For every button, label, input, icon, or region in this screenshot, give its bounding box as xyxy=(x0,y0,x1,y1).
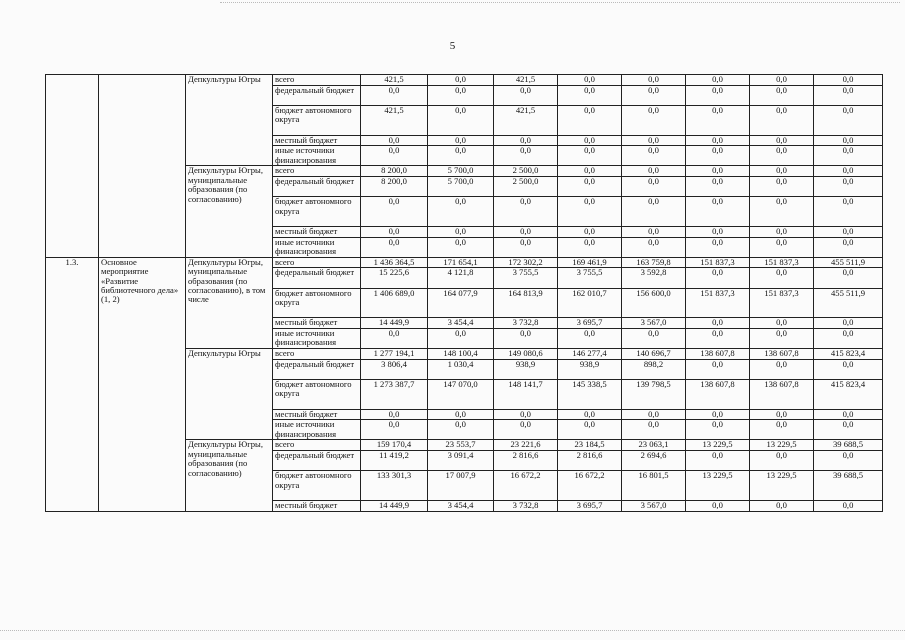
amount-cell: 8 200,0 xyxy=(361,166,428,177)
amount-cell: 938,9 xyxy=(558,359,622,379)
amount-cell: 13 229,5 xyxy=(750,471,814,501)
amount-cell: 0,0 xyxy=(494,420,558,440)
amount-cell: 145 338,5 xyxy=(558,379,622,409)
amount-cell: 17 007,9 xyxy=(428,471,494,501)
amount-cell: 23 553,7 xyxy=(428,440,494,451)
amount-cell: 421,5 xyxy=(361,105,428,135)
amount-cell: 0,0 xyxy=(622,328,686,348)
amount-cell: 0,0 xyxy=(814,420,883,440)
amount-cell: 13 229,5 xyxy=(686,471,750,501)
amount-cell: 5 700,0 xyxy=(428,166,494,177)
amount-cell: 39 688,5 xyxy=(814,440,883,451)
amount-cell: 3 454,4 xyxy=(428,501,494,512)
amount-cell: 0,0 xyxy=(686,420,750,440)
amount-cell: 421,5 xyxy=(494,105,558,135)
amount-cell: 0,0 xyxy=(814,359,883,379)
amount-cell: 3 755,5 xyxy=(494,268,558,288)
scan-artifact-bottom xyxy=(0,630,905,632)
funding-source-cell: федеральный бюджет xyxy=(273,85,361,105)
amount-cell: 163 759,8 xyxy=(622,257,686,268)
funding-source-cell: бюджет автономного округа xyxy=(273,105,361,135)
amount-cell: 16 672,2 xyxy=(558,471,622,501)
amount-cell: 0,0 xyxy=(814,135,883,146)
funding-source-cell: местный бюджет xyxy=(273,135,361,146)
page-number: 5 xyxy=(449,40,456,52)
amount-cell: 2 500,0 xyxy=(494,176,558,196)
amount-cell: 0,0 xyxy=(428,328,494,348)
funding-source-cell: всего xyxy=(273,440,361,451)
amount-cell: 0,0 xyxy=(494,409,558,420)
amount-cell: 0,0 xyxy=(361,146,428,166)
funding-source-cell: иные источники финансирования xyxy=(273,328,361,348)
amount-cell: 938,9 xyxy=(494,359,558,379)
activity-name-cell xyxy=(99,75,186,258)
amount-cell: 146 277,4 xyxy=(558,349,622,360)
amount-cell: 0,0 xyxy=(361,328,428,348)
amount-cell: 0,0 xyxy=(558,166,622,177)
amount-cell: 0,0 xyxy=(558,237,622,257)
amount-cell: 0,0 xyxy=(558,226,622,237)
amount-cell: 0,0 xyxy=(750,176,814,196)
amount-cell: 0,0 xyxy=(750,237,814,257)
amount-cell: 0,0 xyxy=(750,318,814,329)
amount-cell: 159 170,4 xyxy=(361,440,428,451)
amount-cell: 13 229,5 xyxy=(686,440,750,451)
amount-cell: 138 607,8 xyxy=(750,379,814,409)
amount-cell: 0,0 xyxy=(750,328,814,348)
funding-source-cell: местный бюджет xyxy=(273,501,361,512)
amount-cell: 0,0 xyxy=(622,75,686,86)
amount-cell: 0,0 xyxy=(814,268,883,288)
amount-cell: 8 200,0 xyxy=(361,176,428,196)
amount-cell: 0,0 xyxy=(558,146,622,166)
amount-cell: 0,0 xyxy=(814,328,883,348)
amount-cell: 0,0 xyxy=(494,135,558,146)
amount-cell: 0,0 xyxy=(750,197,814,227)
amount-cell: 0,0 xyxy=(814,409,883,420)
amount-cell: 14 449,9 xyxy=(361,318,428,329)
amount-cell: 0,0 xyxy=(622,135,686,146)
amount-cell: 455 511,9 xyxy=(814,288,883,318)
amount-cell: 0,0 xyxy=(686,105,750,135)
amount-cell: 0,0 xyxy=(750,359,814,379)
amount-cell: 0,0 xyxy=(558,105,622,135)
amount-cell: 0,0 xyxy=(750,501,814,512)
amount-cell: 1 273 387,7 xyxy=(361,379,428,409)
amount-cell: 0,0 xyxy=(814,85,883,105)
amount-cell: 0,0 xyxy=(686,166,750,177)
amount-cell: 0,0 xyxy=(558,75,622,86)
amount-cell: 0,0 xyxy=(494,197,558,227)
amount-cell: 13 229,5 xyxy=(750,440,814,451)
amount-cell: 0,0 xyxy=(686,359,750,379)
amount-cell: 23 184,5 xyxy=(558,440,622,451)
amount-cell: 0,0 xyxy=(494,146,558,166)
amount-cell: 2 816,6 xyxy=(558,451,622,471)
amount-cell: 0,0 xyxy=(750,85,814,105)
amount-cell: 0,0 xyxy=(814,237,883,257)
amount-cell: 0,0 xyxy=(428,197,494,227)
amount-cell: 0,0 xyxy=(750,451,814,471)
amount-cell: 0,0 xyxy=(622,237,686,257)
amount-cell: 0,0 xyxy=(750,409,814,420)
table-row xyxy=(46,75,883,86)
amount-cell: 3 091,4 xyxy=(428,451,494,471)
amount-cell: 3 454,4 xyxy=(428,318,494,329)
amount-cell: 0,0 xyxy=(622,85,686,105)
funding-source-cell: местный бюджет xyxy=(273,318,361,329)
amount-cell: 0,0 xyxy=(750,135,814,146)
executor-cell: Депкультуры Югры, муниципальные образования (по согласованию) xyxy=(186,166,273,257)
amount-cell: 1 436 364,5 xyxy=(361,257,428,268)
budget-table xyxy=(45,74,883,512)
amount-cell: 0,0 xyxy=(814,318,883,329)
amount-cell: 3 695,7 xyxy=(558,501,622,512)
amount-cell: 0,0 xyxy=(494,226,558,237)
amount-cell: 0,0 xyxy=(428,146,494,166)
amount-cell: 0,0 xyxy=(750,146,814,166)
amount-cell: 3 806,4 xyxy=(361,359,428,379)
item-index-cell: 1.3. xyxy=(46,257,99,511)
amount-cell: 3 755,5 xyxy=(558,268,622,288)
amount-cell: 2 816,6 xyxy=(494,451,558,471)
amount-cell: 171 654,1 xyxy=(428,257,494,268)
amount-cell: 0,0 xyxy=(494,237,558,257)
funding-source-cell: федеральный бюджет xyxy=(273,268,361,288)
amount-cell: 421,5 xyxy=(361,75,428,86)
amount-cell: 0,0 xyxy=(686,146,750,166)
table-row xyxy=(46,257,883,268)
amount-cell: 0,0 xyxy=(622,409,686,420)
amount-cell: 0,0 xyxy=(428,75,494,86)
amount-cell: 0,0 xyxy=(814,197,883,227)
amount-cell: 0,0 xyxy=(428,135,494,146)
amount-cell: 147 070,0 xyxy=(428,379,494,409)
amount-cell: 3 567,0 xyxy=(622,318,686,329)
amount-cell: 4 121,8 xyxy=(428,268,494,288)
funding-source-cell: бюджет автономного округа xyxy=(273,471,361,501)
amount-cell: 3 592,8 xyxy=(622,268,686,288)
amount-cell: 3 567,0 xyxy=(622,501,686,512)
amount-cell: 138 607,8 xyxy=(750,349,814,360)
executor-cell: Депкультуры Югры, муниципальные образования (по согласованию) xyxy=(186,440,273,511)
funding-source-cell: местный бюджет xyxy=(273,226,361,237)
funding-source-cell: бюджет автономного округа xyxy=(273,379,361,409)
executor-cell: Депкультуры Югры, муниципальные образования (по согласованию), в том числе xyxy=(186,257,273,348)
amount-cell: 0,0 xyxy=(558,409,622,420)
funding-source-cell: всего xyxy=(273,75,361,86)
amount-cell: 0,0 xyxy=(622,197,686,227)
amount-cell: 0,0 xyxy=(686,176,750,196)
amount-cell: 0,0 xyxy=(686,237,750,257)
amount-cell: 0,0 xyxy=(361,409,428,420)
amount-cell: 0,0 xyxy=(814,176,883,196)
funding-source-cell: федеральный бюджет xyxy=(273,176,361,196)
funding-source-cell: всего xyxy=(273,257,361,268)
amount-cell: 3 695,7 xyxy=(558,318,622,329)
amount-cell: 0,0 xyxy=(686,409,750,420)
amount-cell: 0,0 xyxy=(686,197,750,227)
amount-cell: 23 221,6 xyxy=(494,440,558,451)
amount-cell: 0,0 xyxy=(361,237,428,257)
amount-cell: 0,0 xyxy=(494,328,558,348)
amount-cell: 0,0 xyxy=(558,176,622,196)
amount-cell: 0,0 xyxy=(558,328,622,348)
amount-cell: 39 688,5 xyxy=(814,471,883,501)
funding-source-cell: всего xyxy=(273,166,361,177)
funding-source-cell: бюджет автономного округа xyxy=(273,288,361,318)
amount-cell: 0,0 xyxy=(814,451,883,471)
amount-cell: 138 607,8 xyxy=(686,349,750,360)
amount-cell: 11 419,2 xyxy=(361,451,428,471)
amount-cell: 421,5 xyxy=(494,75,558,86)
amount-cell: 0,0 xyxy=(622,420,686,440)
amount-cell: 140 696,7 xyxy=(622,349,686,360)
amount-cell: 151 837,3 xyxy=(686,257,750,268)
amount-cell: 898,2 xyxy=(622,359,686,379)
funding-source-cell: местный бюджет xyxy=(273,409,361,420)
amount-cell: 0,0 xyxy=(686,75,750,86)
amount-cell: 0,0 xyxy=(686,268,750,288)
funding-source-cell: бюджет автономного округа xyxy=(273,197,361,227)
amount-cell: 0,0 xyxy=(558,197,622,227)
amount-cell: 1 030,4 xyxy=(428,359,494,379)
amount-cell: 151 837,3 xyxy=(750,288,814,318)
amount-cell: 0,0 xyxy=(558,85,622,105)
amount-cell: 169 461,9 xyxy=(558,257,622,268)
funding-source-cell: иные источники финансирования xyxy=(273,146,361,166)
amount-cell: 0,0 xyxy=(686,85,750,105)
amount-cell: 0,0 xyxy=(361,420,428,440)
amount-cell: 23 063,1 xyxy=(622,440,686,451)
funding-source-cell: иные источники финансирования xyxy=(273,237,361,257)
amount-cell: 0,0 xyxy=(750,166,814,177)
amount-cell: 164 077,9 xyxy=(428,288,494,318)
amount-cell: 455 511,9 xyxy=(814,257,883,268)
funding-source-cell: иные источники финансирования xyxy=(273,420,361,440)
amount-cell: 14 449,9 xyxy=(361,501,428,512)
amount-cell: 0,0 xyxy=(361,85,428,105)
amount-cell: 16 801,5 xyxy=(622,471,686,501)
amount-cell: 0,0 xyxy=(622,226,686,237)
amount-cell: 415 823,4 xyxy=(814,379,883,409)
amount-cell: 0,0 xyxy=(428,237,494,257)
amount-cell: 0,0 xyxy=(428,226,494,237)
amount-cell: 0,0 xyxy=(814,105,883,135)
amount-cell: 0,0 xyxy=(622,146,686,166)
amount-cell: 2 694,6 xyxy=(622,451,686,471)
amount-cell: 0,0 xyxy=(750,268,814,288)
amount-cell: 0,0 xyxy=(428,420,494,440)
executor-cell: Депкультуры Югры xyxy=(186,75,273,166)
amount-cell: 148 141,7 xyxy=(494,379,558,409)
funding-source-cell: федеральный бюджет xyxy=(273,451,361,471)
amount-cell: 0,0 xyxy=(361,197,428,227)
amount-cell: 0,0 xyxy=(558,420,622,440)
amount-cell: 5 700,0 xyxy=(428,176,494,196)
amount-cell: 0,0 xyxy=(428,85,494,105)
executor-cell: Депкультуры Югры xyxy=(186,349,273,440)
amount-cell: 0,0 xyxy=(686,226,750,237)
amount-cell: 139 798,5 xyxy=(622,379,686,409)
amount-cell: 0,0 xyxy=(428,105,494,135)
amount-cell: 0,0 xyxy=(686,318,750,329)
amount-cell: 0,0 xyxy=(428,409,494,420)
amount-cell: 164 813,9 xyxy=(494,288,558,318)
amount-cell: 15 225,6 xyxy=(361,268,428,288)
amount-cell: 0,0 xyxy=(558,135,622,146)
amount-cell: 3 732,8 xyxy=(494,318,558,329)
amount-cell: 0,0 xyxy=(750,75,814,86)
amount-cell: 16 672,2 xyxy=(494,471,558,501)
amount-cell: 0,0 xyxy=(622,166,686,177)
amount-cell: 156 600,0 xyxy=(622,288,686,318)
amount-cell: 151 837,3 xyxy=(686,288,750,318)
amount-cell: 0,0 xyxy=(622,105,686,135)
amount-cell: 1 406 689,0 xyxy=(361,288,428,318)
amount-cell: 0,0 xyxy=(686,328,750,348)
amount-cell: 172 302,2 xyxy=(494,257,558,268)
amount-cell: 0,0 xyxy=(814,501,883,512)
amount-cell: 0,0 xyxy=(814,146,883,166)
funding-source-cell: федеральный бюджет xyxy=(273,359,361,379)
amount-cell: 138 607,8 xyxy=(686,379,750,409)
amount-cell: 1 277 194,1 xyxy=(361,349,428,360)
amount-cell: 0,0 xyxy=(686,501,750,512)
amount-cell: 0,0 xyxy=(750,105,814,135)
budget-table-body xyxy=(46,75,883,512)
funding-source-cell: всего xyxy=(273,349,361,360)
amount-cell: 0,0 xyxy=(814,166,883,177)
amount-cell: 133 301,3 xyxy=(361,471,428,501)
amount-cell: 0,0 xyxy=(686,451,750,471)
amount-cell: 149 080,6 xyxy=(494,349,558,360)
amount-cell: 0,0 xyxy=(622,176,686,196)
scan-artifact-top xyxy=(220,2,900,4)
amount-cell: 0,0 xyxy=(814,226,883,237)
amount-cell: 151 837,3 xyxy=(750,257,814,268)
amount-cell: 415 823,4 xyxy=(814,349,883,360)
amount-cell: 148 100,4 xyxy=(428,349,494,360)
amount-cell: 0,0 xyxy=(750,226,814,237)
amount-cell: 2 500,0 xyxy=(494,166,558,177)
amount-cell: 0,0 xyxy=(814,75,883,86)
activity-name-cell: Основное мероприятие «Развитие библиотечного дела» (1, 2) xyxy=(99,257,186,511)
amount-cell: 3 732,8 xyxy=(494,501,558,512)
item-index-cell xyxy=(46,75,99,258)
amount-cell: 162 010,7 xyxy=(558,288,622,318)
amount-cell: 0,0 xyxy=(361,226,428,237)
amount-cell: 0,0 xyxy=(494,85,558,105)
amount-cell: 0,0 xyxy=(361,135,428,146)
amount-cell: 0,0 xyxy=(686,135,750,146)
amount-cell: 0,0 xyxy=(750,420,814,440)
